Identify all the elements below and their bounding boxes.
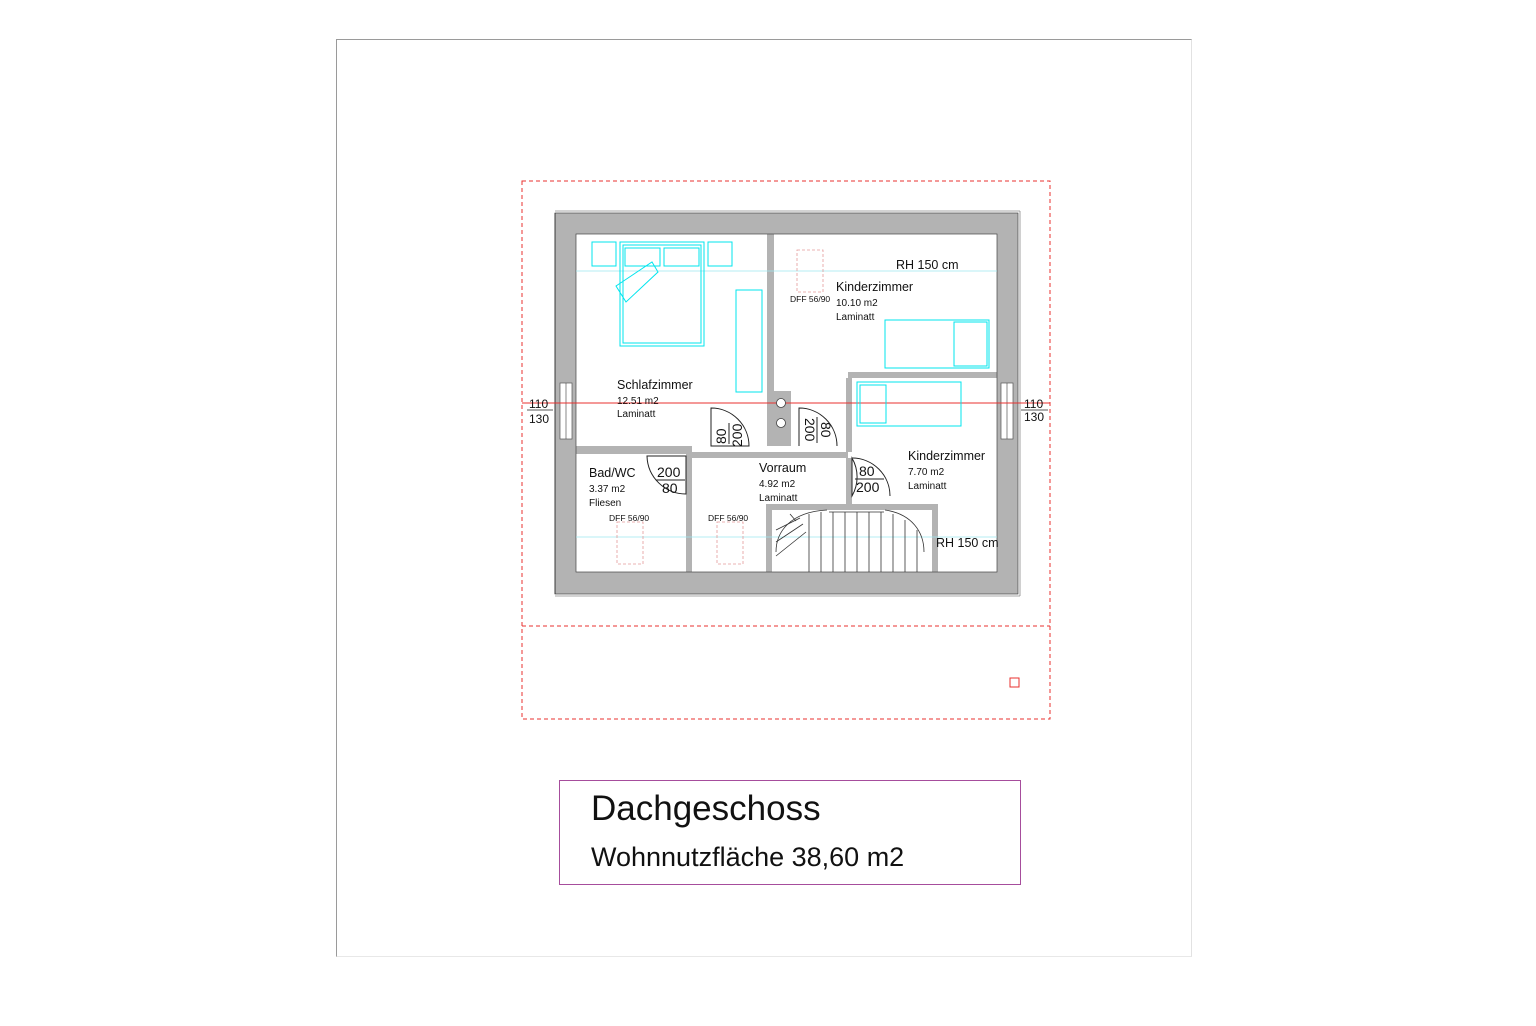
svg-text:3.37 m2: 3.37 m2 [589,484,626,495]
skylight-label-vorraum: DFF 56/90 [708,513,749,523]
room-height-bottom: RH 150 cm [936,536,999,550]
svg-text:80: 80 [818,422,834,438]
svg-text:Vorraum: Vorraum [759,461,807,475]
svg-text:200: 200 [856,479,880,495]
svg-text:Laminatt: Laminatt [759,493,798,504]
svg-text:Laminatt: Laminatt [836,312,875,323]
svg-text:80: 80 [713,428,729,444]
living-area-subtitle: Wohnnutzfläche 38,60 m2 [591,842,905,872]
svg-text:Schlafzimmer: Schlafzimmer [617,378,693,392]
svg-text:200: 200 [657,464,681,480]
svg-text:80: 80 [662,480,678,496]
drawing-title: Dachgeschoss [591,789,821,828]
room-label-kinderzimmer-2 [908,449,985,492]
svg-text:Kinderzimmer: Kinderzimmer [908,449,986,463]
svg-text:Laminatt: Laminatt [617,409,656,420]
double-bed [620,242,704,346]
single-bed-2 [857,382,961,426]
level-label-left-lower: 130 [529,412,550,426]
svg-text:7.70 m2: 7.70 m2 [908,467,945,478]
door-dimension-kinderzimmer-2 [855,463,884,495]
svg-text:Fliesen: Fliesen [589,498,622,509]
svg-text:Kinderzimmer: Kinderzimmer [836,280,914,294]
room-label-vorraum [759,461,806,504]
svg-text:80: 80 [859,463,875,479]
level-label-right-upper: 110 [1024,397,1044,411]
svg-text:4.92 m2: 4.92 m2 [759,479,796,490]
level-label-left-upper: 110 [529,397,549,411]
wardrobe [736,290,762,392]
room-height-top: RH 150 cm [896,258,959,272]
room-label-bad-wc [589,466,636,509]
svg-text:Bad/WC: Bad/WC [589,466,636,480]
level-label-right-lower: 130 [1024,410,1045,424]
skylight-label-bad: DFF 56/90 [609,513,650,523]
single-bed-1 [885,320,989,368]
svg-text:12.51 m2: 12.51 m2 [617,396,659,407]
staircase [776,510,924,572]
room-label-schlafzimmer [617,378,693,420]
title-block [559,780,1021,885]
room-label-kinderzimmer-1 [836,280,913,323]
svg-text:Laminatt: Laminatt [908,481,947,492]
skylight-label-kinderzimmer: DFF 56/90 [790,294,831,304]
svg-text:10.10 m2: 10.10 m2 [836,298,878,309]
svg-text:200: 200 [802,418,818,442]
svg-text:200: 200 [729,423,745,447]
reference-marker [1010,678,1019,687]
